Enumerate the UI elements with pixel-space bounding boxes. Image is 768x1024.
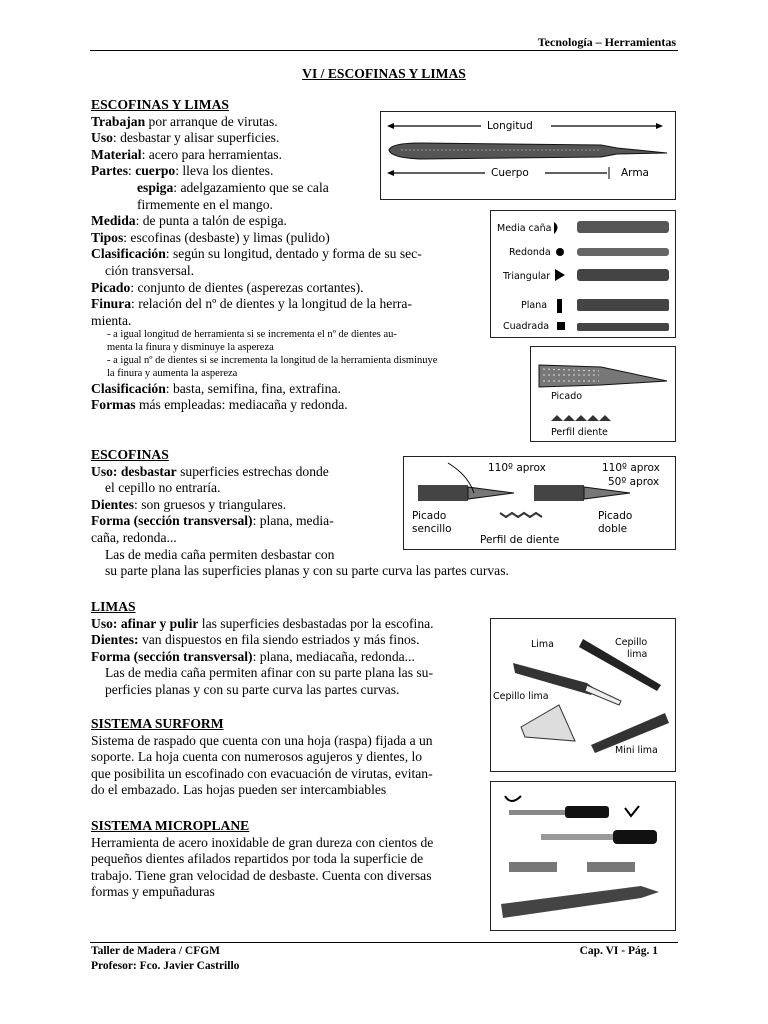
label-angle-2: 110º aprox	[602, 462, 660, 474]
footer-course: Taller de Madera / CFGM	[91, 945, 221, 957]
label-cuerpo: Cuerpo	[491, 167, 529, 179]
page-header: Tecnología – Herramientas	[537, 35, 676, 49]
footer-rule	[90, 942, 678, 943]
section-heading: LIMAS	[91, 599, 136, 614]
angles-diagram	[404, 457, 675, 549]
note-line: - a igual nº de dientes si se incrementa la longitud de la herramienta disminuye	[107, 354, 438, 366]
label-cepillo-1: Cepillo	[615, 637, 648, 648]
label-mini-lima: Mini lima	[615, 745, 658, 756]
label-redonda: Redonda	[509, 247, 551, 258]
figure-surform-tools	[490, 618, 676, 772]
label-picado-doble-1: Picado	[598, 510, 633, 522]
label-longitud: Longitud	[487, 120, 533, 132]
label-cepillo-2: lima	[627, 649, 648, 660]
sections-diagram	[491, 211, 675, 337]
document-title: VI / ESCOFINAS Y LIMAS	[302, 66, 466, 81]
note-line: - a igual longitud de herramienta si se incrementa el nº de dientes au-	[107, 329, 397, 341]
header-rule	[90, 50, 678, 51]
label-picado-sencillo-2: sencillo	[412, 523, 452, 535]
section-microplane: SISTEMA MICROPLANE Herramienta de acero inoxidable de gran dureza con cientos de pequeños dientes afilados repartidos por toda la superficie de trabajo. Tiene gran velocidad de desbaste. Cuenta con diversas formas y empuñaduras	[91, 818, 491, 901]
section-heading: ESCOFINAS Y LIMAS	[91, 97, 229, 112]
term-dientes: Dientes:	[91, 632, 139, 648]
footer-professor: Profesor: Fco. Javier Castrillo	[91, 960, 240, 972]
figure-file-parts	[380, 111, 676, 200]
term-trabajan: Trabajan	[91, 113, 146, 129]
term-uso: Uso: afinar y pulir	[91, 615, 199, 631]
label-picado: Picado	[551, 391, 583, 402]
section-limas: LIMAS Uso: afinar y pulir las superficies desbastadas por la escofina. Dientes: van dispuestos en fila siendo estriados y más finos. Forma (sección transversal): plana, mediacaña, redonda... Las de media caña permiten afinar con su parte plana las su- perficies planas y con su parte curva las partes curvas.	[91, 599, 491, 699]
term-formas: Formas	[91, 397, 136, 413]
figure-picado	[530, 346, 676, 442]
label-arma: Arma	[621, 167, 649, 179]
term-material: Material	[91, 146, 142, 162]
label-angle-1: 110º aprox	[488, 462, 546, 474]
term-clasificacion-2: Clasificación	[91, 380, 166, 396]
note-line: la finura y aumenta la aspereza	[107, 367, 238, 379]
section-surform: SISTEMA SURFORM Sistema de raspado que cuenta con una hoja (raspa) fijada a un soporte. La hoja cuenta con numerosos agujeros y dientes, lo que posibilita un escofinado con evacuación de virutas, evitan- do el embazado. Las hojas pueden ser intercambiables	[91, 716, 491, 799]
note-line: menta la finura y disminuye la aspereza	[107, 342, 274, 354]
label-cepillo-lima: Cepillo lima	[493, 691, 549, 702]
term-uso: Uso	[91, 130, 113, 146]
term-finura: Finura	[91, 296, 132, 312]
label-picado-sencillo-1: Picado	[412, 510, 447, 522]
figure-cross-sections	[490, 210, 676, 338]
term-dientes: Dientes	[91, 496, 135, 512]
file-diagram	[381, 112, 675, 199]
label-media-cana: Media caña	[497, 223, 552, 234]
term-tipos: Tipos	[91, 229, 124, 245]
microplane-diagram	[491, 782, 675, 930]
section-heading: ESCOFINAS	[91, 447, 169, 462]
term-clasificacion: Clasificación	[91, 246, 166, 262]
term-espiga: espiga	[137, 179, 174, 195]
section-heading: SISTEMA SURFORM	[91, 716, 224, 731]
picado-diagram	[531, 347, 675, 441]
term-medida: Medida	[91, 213, 136, 229]
footer-page-number: Cap. VI - Pág. 1	[579, 945, 658, 957]
figure-microplane-tools	[490, 781, 676, 931]
label-cuadrada: Cuadrada	[503, 321, 550, 332]
label-perfil-de-diente: Perfil de diente	[480, 534, 560, 546]
section-escofinas-y-limas: ESCOFINAS Y LIMAS Trabajan por arranque de virutas. Uso: desbastar y alisar superficies. Material: acero para herramientas. Partes: cuerpo: lleva los dientes. espiga: adelgazamiento que se cala firmemente en el mango. Medida: de punta a talón de espiga. Tipos: escofinas (desbaste) y limas (pulido) Clasificación: según su longitud, dentado y forma de su sec- ción transversal. Picado: conjunto de dientes (asperezas cortantes). Finura: relación del nº de dientes y la longitud de la herra- mienta. - a igual longitud de herramienta si se incrementa el nº de dientes au- menta la finura y disminuye la aspereza - a igual nº de dientes si se incrementa la longitud de la herramienta disminuye la finura y aumenta la aspereza Clasificación: basta, semifina, fina, extrafina. Formas más empleadas: mediacaña y redonda.	[91, 97, 391, 414]
section-heading: SISTEMA MICROPLANE	[91, 818, 250, 833]
figure-tooth-angles	[403, 456, 676, 550]
term-partes: Partes	[91, 163, 128, 179]
label-angle-3: 50º aprox	[608, 476, 660, 488]
label-plana: Plana	[521, 300, 548, 311]
term-forma: Forma (sección transversal)	[91, 513, 253, 529]
label-lima: Lima	[531, 639, 555, 650]
term-forma: Forma (sección transversal)	[91, 648, 253, 664]
term-uso: Uso: desbastar	[91, 463, 177, 479]
term-picado: Picado	[91, 279, 131, 295]
tools-diagram	[491, 619, 675, 771]
section-escofinas: ESCOFINAS Uso: desbastar superficies estrechas donde el cepillo no entraría. Dientes: son gruesos y triangulares. Forma (sección transversal): plana, media- caña, redonda... Las de media caña permiten desbastar con su parte plana las superficies planas y con su parte curva las partes curvas.	[91, 447, 561, 580]
label-picado-doble-2: doble	[598, 523, 628, 535]
label-triangular: Triangular	[503, 271, 551, 282]
footer-left	[91, 944, 239, 974]
label-perfil-diente: Perfil diente	[551, 427, 608, 438]
term-cuerpo: cuerpo	[135, 163, 176, 179]
